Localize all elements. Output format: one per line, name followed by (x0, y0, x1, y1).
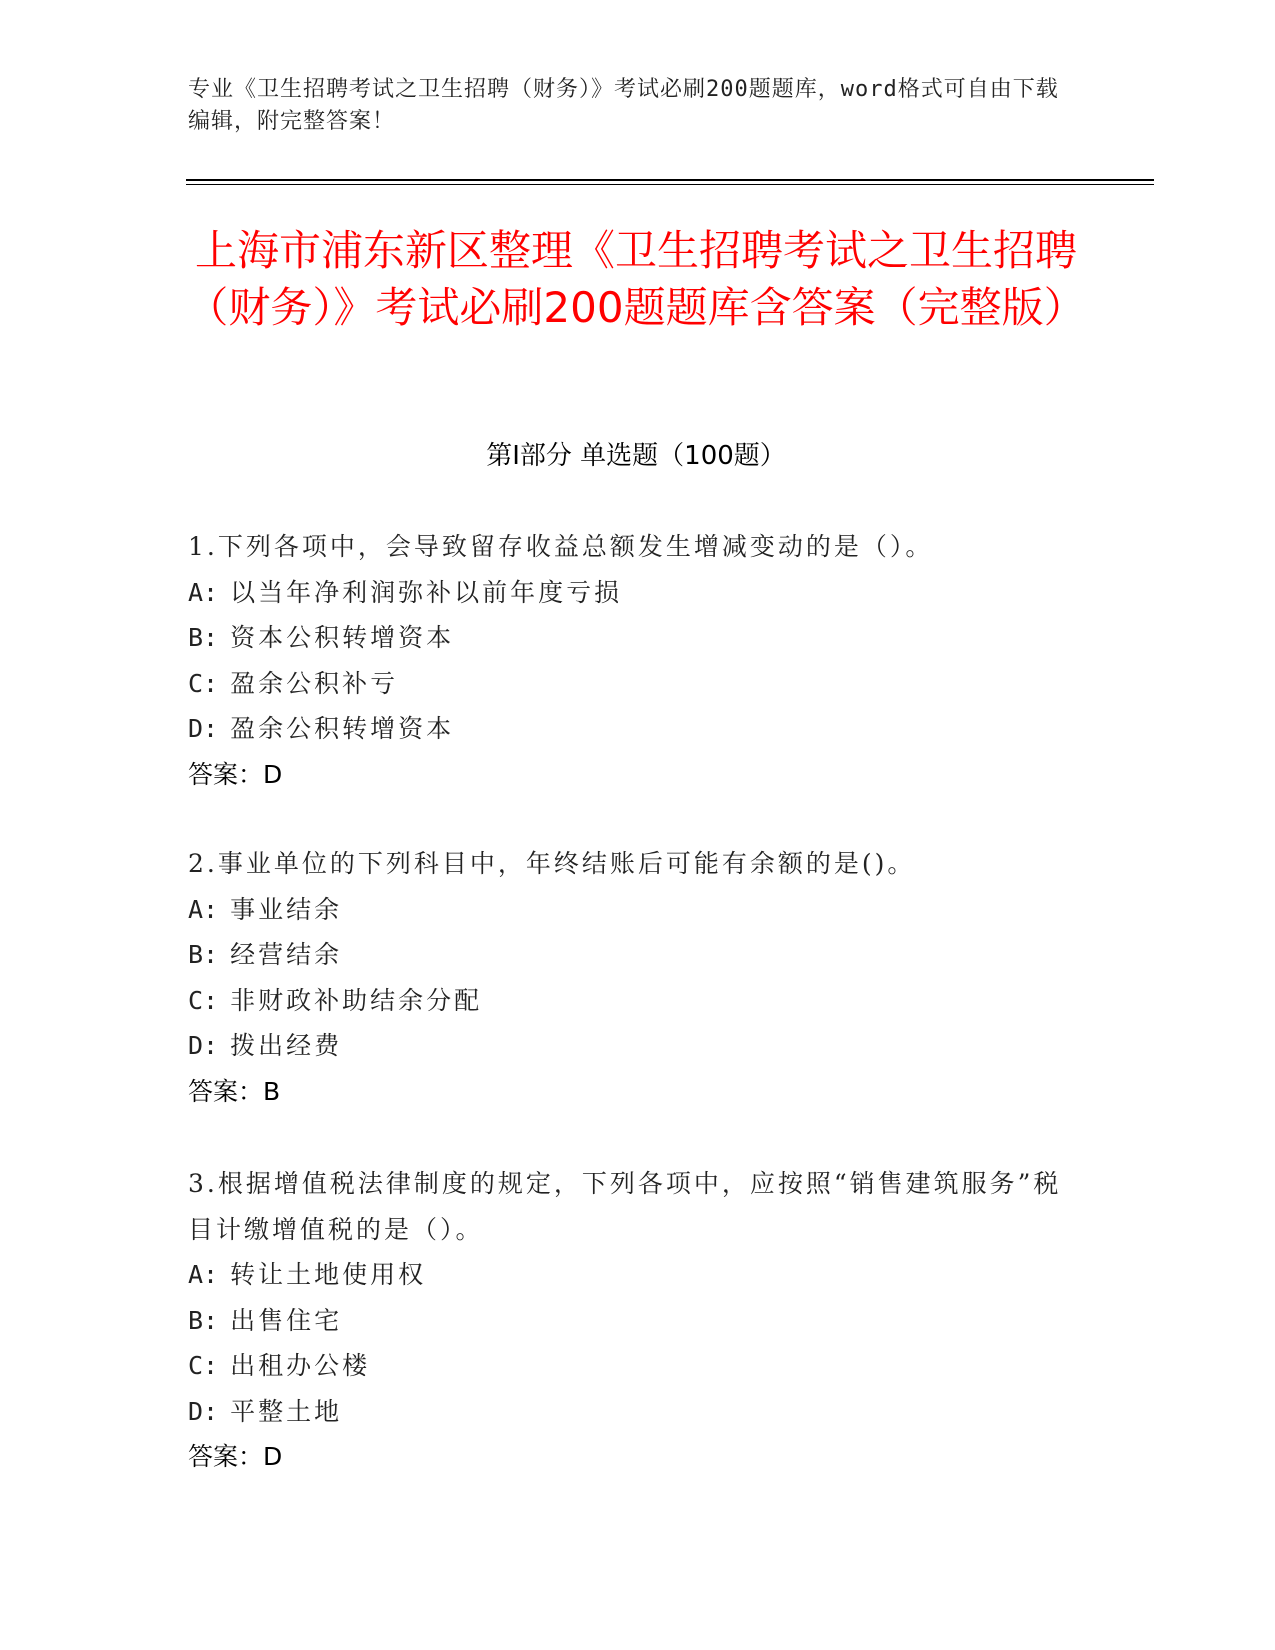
option-text: 拨出经费 (230, 1031, 343, 1060)
answer-line: 答案：D (188, 1442, 283, 1471)
section-heading: 第Ⅰ部分 单选题（100题） (486, 441, 786, 471)
header-note: 专业《卫生招聘考试之卫生招聘（财务）》考试必刷200题题库，word格式可自由下载编辑，附完整答案！ (188, 77, 1059, 134)
option-d (188, 706, 1068, 752)
option-a (188, 887, 1068, 933)
answer-line: 答案：D (188, 759, 283, 789)
option-label: C: (188, 668, 219, 698)
question-block (188, 524, 1068, 797)
option-text: 资本公积转增资本 (230, 623, 455, 652)
option-c (188, 1343, 1068, 1389)
option-text: 经营结余 (230, 940, 343, 969)
option-b (188, 932, 1068, 978)
option-b (188, 1298, 1068, 1344)
header-divider-thick (186, 179, 1154, 181)
question-stem: 2.事业单位的下列科目中，年终结账后可能有余额的是()。 (188, 849, 916, 878)
question-block (188, 841, 1068, 1114)
option-text: 出售住宅 (230, 1305, 343, 1335)
option-text: 盈余公积补亏 (230, 668, 399, 698)
option-label: A: (188, 894, 219, 924)
option-label: B: (188, 1305, 219, 1335)
header-divider-thin (186, 184, 1154, 185)
option-a (188, 1252, 1068, 1298)
option-text: 转让土地使用权 (230, 1260, 427, 1289)
question-stem: 3.根据增值税法律制度的规定，下列各项中，应按照“销售建筑服务”税目计缴增值税的是（）。 (188, 1169, 1062, 1244)
document-title: 上海市浦东新区整理《卫生招聘考试之卫生招聘（财务）》考试必刷200题题库含答案（完整版） (186, 226, 1086, 332)
option-text: 非财政补助结余分配 (230, 985, 483, 1015)
option-label: D: (188, 1396, 219, 1426)
question-stem: 1.下列各项中，会导致留存收益总额发生增减变动的是（）。 (188, 532, 934, 561)
option-label: D: (188, 1031, 219, 1060)
option-text: 事业结余 (230, 894, 343, 924)
question-block (188, 1161, 1068, 1480)
option-label: A: (188, 1260, 219, 1289)
option-c (188, 978, 1068, 1024)
option-a (188, 570, 1068, 616)
option-label: C: (188, 1351, 219, 1380)
answer-line: 答案：B (188, 1076, 281, 1106)
option-text: 盈余公积转增资本 (230, 714, 455, 743)
option-label: B: (188, 940, 219, 969)
option-b (188, 615, 1068, 661)
option-label: C: (188, 985, 219, 1015)
option-label: D: (188, 714, 219, 743)
option-c (188, 661, 1068, 707)
option-text: 以当年净利润弥补以前年度亏损 (230, 577, 623, 607)
option-text: 出租办公楼 (230, 1351, 371, 1380)
option-label: A: (188, 577, 219, 607)
option-d (188, 1389, 1068, 1435)
option-label: B: (188, 623, 219, 652)
option-text: 平整土地 (230, 1396, 343, 1426)
option-d (188, 1023, 1068, 1069)
